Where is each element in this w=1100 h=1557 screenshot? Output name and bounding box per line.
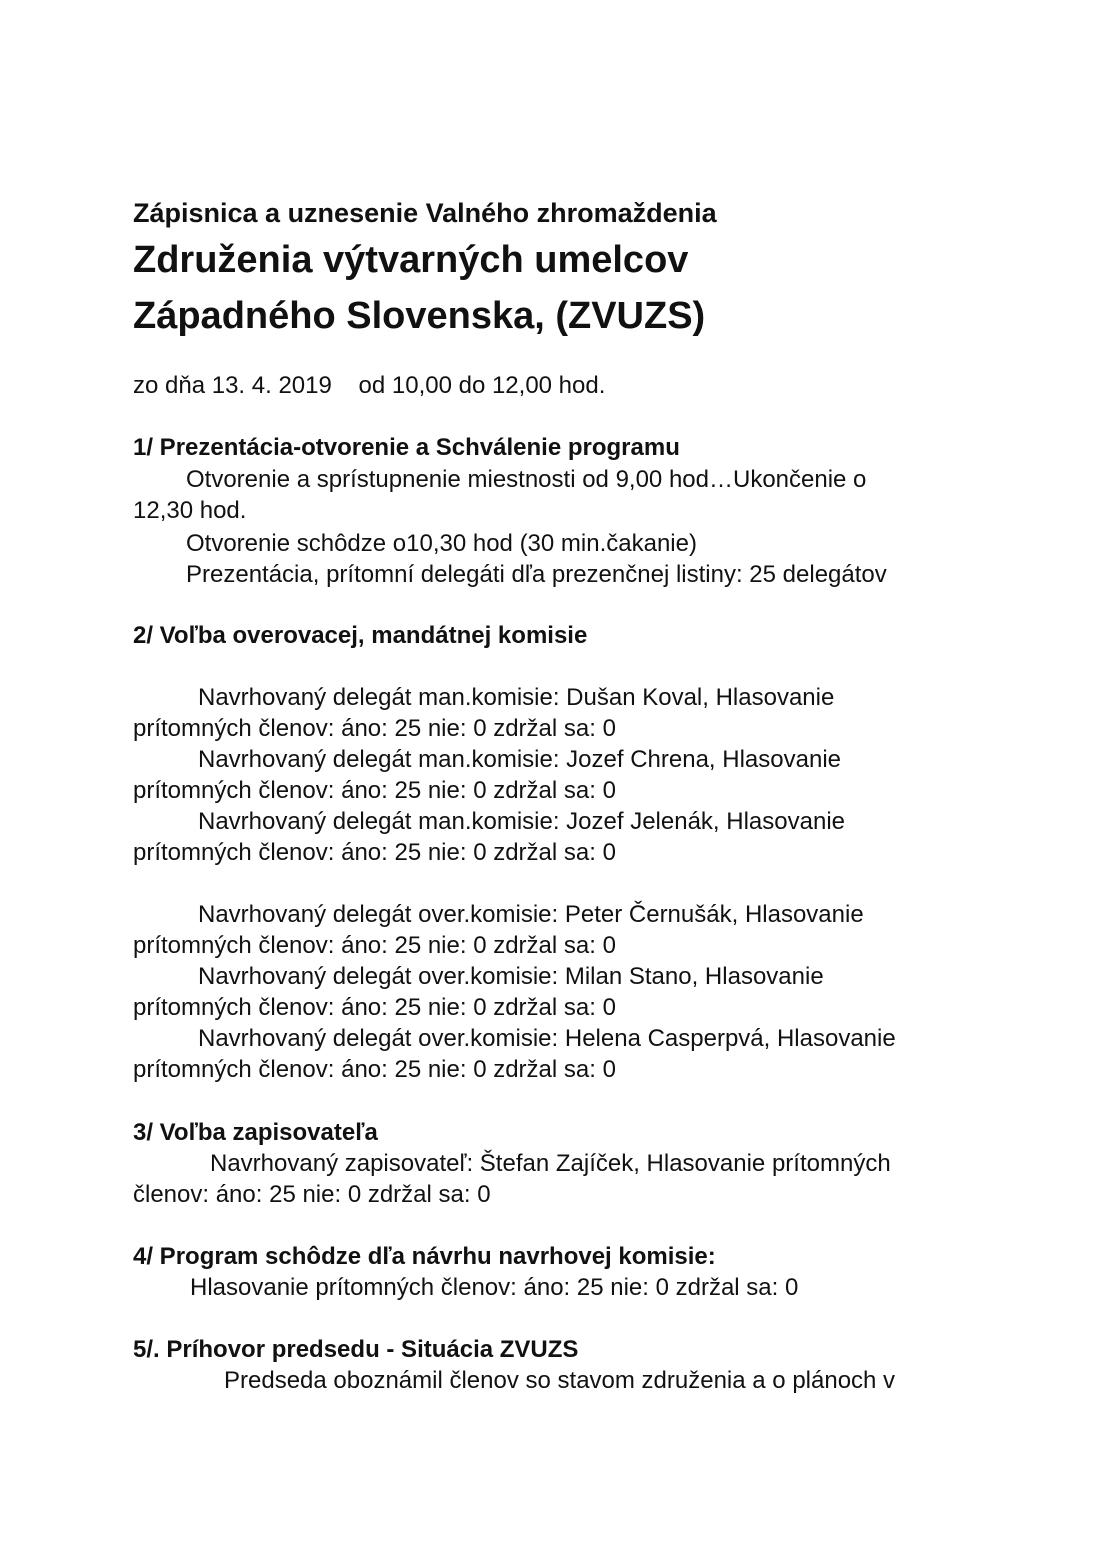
section-heading: 4/ Program schôdze dľa návrhu navrhovej komisie: — [133, 1243, 716, 1270]
section-text-line: Predseda oboznámil členov so stavom združenia a o plánoch v — [224, 1367, 896, 1394]
section-text-line: Navrhovaný delegát over.komisie: Milan Stano, Hlasovanie — [198, 963, 824, 990]
section-text-line: členov: áno: 25 nie: 0 zdržal sa: 0 — [133, 1181, 491, 1208]
section-text-line: prítomných členov: áno: 25 nie: 0 zdržal sa: 0 — [133, 932, 616, 959]
section-text-line: Prezentácia, prítomní delegáti dľa prezenčnej listiny: 25 delegátov — [186, 561, 887, 588]
section-text-line: Otvorenie a sprístupnenie miestnosti od 9,00 hod…Ukončenie o — [186, 466, 867, 493]
document-title-line-2: Združenia výtvarných umelcov — [133, 239, 689, 281]
section-text-line: prítomných členov: áno: 25 nie: 0 zdržal sa: 0 — [133, 839, 616, 866]
section-heading: 3/ Voľba zapisovateľa — [133, 1119, 378, 1146]
section-text-line: prítomných členov: áno: 25 nie: 0 zdržal sa: 0 — [133, 777, 616, 804]
section-text-line: Navrhovaný zapisovateľ: Štefan Zajíček, Hlasovanie prítomných — [210, 1150, 891, 1177]
section-text-line: Navrhovaný delegát over.komisie: Peter Černušák, Hlasovanie — [198, 901, 864, 928]
section-text-line: Hlasovanie prítomných členov: áno: 25 nie: 0 zdržal sa: 0 — [190, 1274, 799, 1301]
section-text-line: Navrhovaný delegát over.komisie: Helena Casperpvá, Hlasovanie — [198, 1025, 896, 1052]
document-title-line-1: Zápisnica a uznesenie Valného zhromaždenia — [133, 198, 717, 228]
section-text-line: Navrhovaný delegát man.komisie: Jozef Jelenák, Hlasovanie — [198, 808, 846, 835]
section-text-line: Otvorenie schôdze o10,30 hod (30 min.čakanie) — [186, 530, 697, 557]
section-text-line: prítomných členov: áno: 25 nie: 0 zdržal sa: 0 — [133, 1056, 616, 1083]
section-text-line: Navrhovaný delegát man.komisie: Jozef Chrena, Hlasovanie — [198, 746, 841, 773]
section-heading: 1/ Prezentácia-otvorenie a Schválenie programu — [133, 434, 680, 461]
meeting-date: zo dňa 13. 4. 2019 od 10,00 do 12,00 hod. — [133, 372, 606, 399]
section-text-line: 12,30 hod. — [133, 497, 247, 524]
section-text-line: prítomných členov: áno: 25 nie: 0 zdržal sa: 0 — [133, 994, 616, 1021]
document-title-line-3: Západného Slovenska, (ZVUZS) — [133, 295, 706, 337]
section-text-line: Navrhovaný delegát man.komisie: Dušan Koval, Hlasovanie — [198, 684, 835, 711]
section-text-line: prítomných členov: áno: 25 nie: 0 zdržal sa: 0 — [133, 715, 616, 742]
section-heading: 5/. Príhovor predsedu - Situácia ZVUZS — [133, 1336, 579, 1363]
section-heading: 2/ Voľba overovacej, mandátnej komisie — [133, 622, 588, 649]
